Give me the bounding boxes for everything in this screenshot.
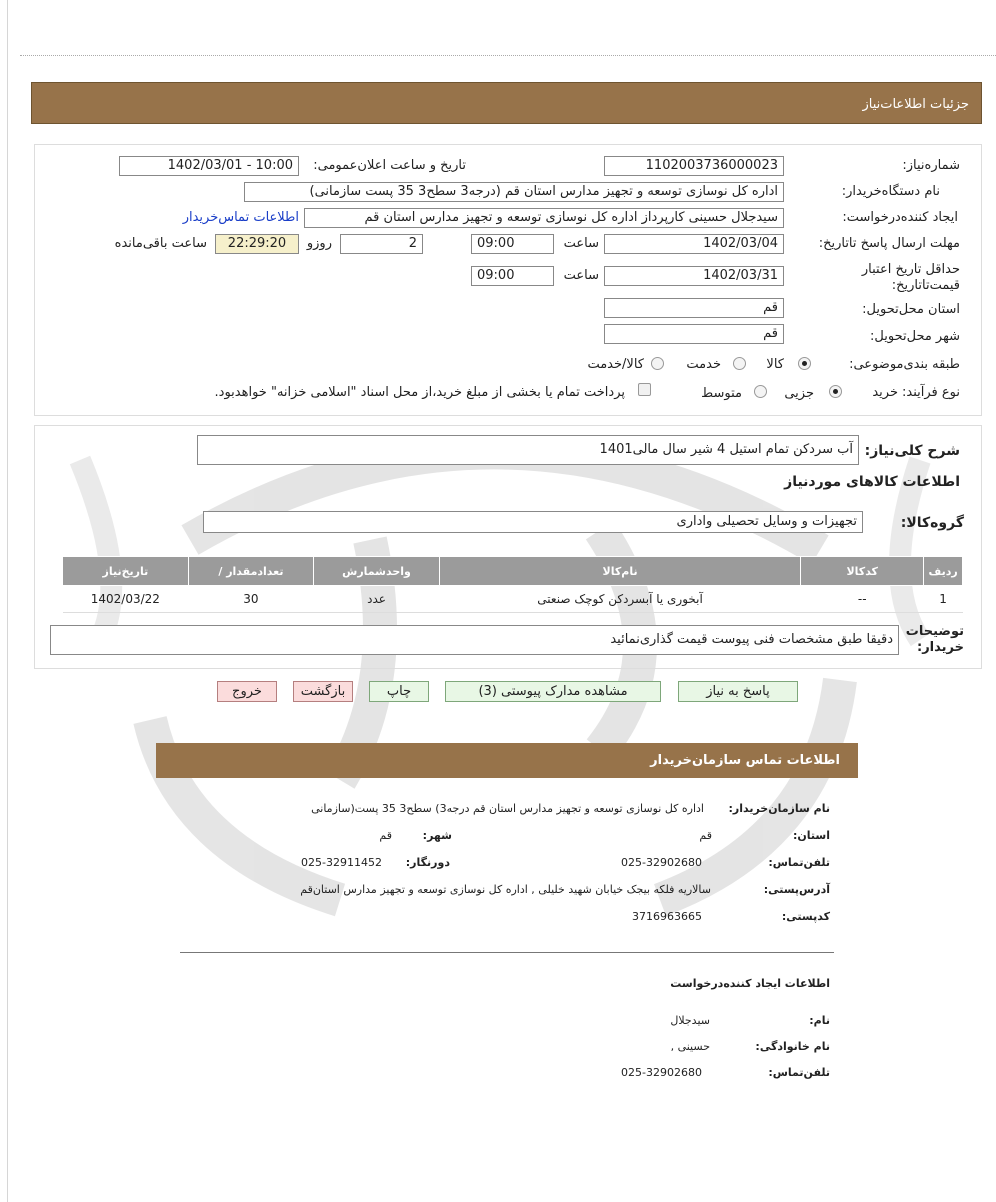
description-label: شرح کلی‌نیاز: [864,443,960,459]
buyer-contact-link[interactable]: اطلاعات تماس‌خریدار [182,210,299,225]
process-medium-label: متوسط [701,386,742,401]
fax-value: 025-32911452 [301,856,382,869]
cell-date: 1402/03/22 [63,586,189,613]
dotted-separator [20,55,996,56]
address-value: سالاریه فلکه بیجک خیابان شهید خلیلی , اداره کل نوسازی توسعه و تجهیز مدارس استان‌قم [300,883,711,896]
requester-name-label: نام: [809,1014,830,1027]
deadline-label: مهلت ارسال پاسخ تا‌تاریخ: [818,236,960,251]
treasury-payment-note: پرداخت تمام یا بخشی از مبلغ خرید،از محل اسناد "اسلامی خزانه" خواهد‌بود. [214,385,625,400]
view-docs-button[interactable]: مشاهده مدارک پیوستی (3) [445,681,661,702]
province-field: قم [604,298,784,318]
col-code-header: کدکالا [801,557,924,586]
cell-qty: 30 [188,586,313,613]
org-label: نام سازمان‌خریدار: [728,802,830,815]
process-minor-label: جزیی [784,386,814,401]
deadline-date-field: 1402/03/04 [604,234,784,254]
postal-code-label: کد‌پستی: [781,910,830,923]
back-button[interactable]: بازگشت [293,681,353,702]
category-label: طبقه بندی‌موضوعی: [849,357,960,372]
goods-group-label: گروه‌کالا: [900,515,964,531]
col-name-header: نام‌کالا [439,557,800,586]
contact-province-value: قم [699,829,712,842]
page-title: جزئیات اطلاعات‌نیاز [862,97,969,112]
days-field: 2 [340,234,423,254]
validity-label: حداقل تاریخ اعتبار قیمت‌تا‌تاریخ: [861,262,960,293]
description-field: آب سردکن تمام استیل 4 شیر سال مالی1401 [197,435,859,465]
org-value: اداره کل نوسازی توسعه و تجهیز مدارس استان قم درجه3) سطح3 35 پست(سازمانی [311,802,704,815]
validity-time-field: 09:00 [471,266,554,286]
requester-name-value: سیدجلال [670,1014,710,1027]
col-unit-header: واحدشمارش [314,557,440,586]
col-qty-header: تعدادمقدار / [188,557,313,586]
process-purchase-label: خرید [872,385,898,400]
postal-code-value: 3716963665 [632,910,702,923]
reply-button[interactable]: پاسخ به نیاز [678,681,798,702]
category-goods-label: کالا [766,357,784,372]
col-row-header: ردیف [924,557,963,586]
validity-time-label: ساعت [563,268,599,283]
print-button[interactable]: چاپ [369,681,429,702]
remaining-label: ساعت باقی‌مانده [114,236,207,251]
days-label: روزو [306,236,332,251]
category-both-radio[interactable] [651,357,664,370]
city-field: قم [604,324,784,344]
requester-family-value: حسینی , [670,1040,710,1053]
buyer-notes-field: دقیقا طبق مشخصات فنی پیوست قیمت گذاری‌نمائید [50,625,899,655]
requester-phone-label: تلفن‌تماس: [768,1066,830,1079]
cell-code: -- [801,586,924,613]
need-number-field: 1102003736000023 [604,156,784,176]
deadline-time-field: 09:00 [471,234,554,254]
city-label: شهر محل‌تحویل: [870,329,960,344]
col-date-header: تاریخ‌نیاز [63,557,189,586]
goods-group-field: تجهیزات و وسایل تحصیلی واداری [203,511,863,533]
fax-label: دورنگار: [405,856,450,869]
category-both-label: کالا/خدمت [587,357,644,372]
contact-province-label: استان: [793,829,830,842]
requester-family-label: نام خانوادگی: [755,1040,830,1053]
contact-title: اطلاعات تماس سازمان‌خریدار [650,753,840,768]
cell-unit: عدد [314,586,440,613]
category-service-label: خدمت [686,357,721,372]
validity-date-field: 1402/03/31 [604,266,784,286]
creator-label: ایجاد کننده‌درخواست: [842,210,958,225]
announce-date-field: 1402/03/01 - 10:00 [119,156,299,176]
treasury-payment-checkbox[interactable] [638,383,651,396]
contact-phone-label: تلفن‌تماس: [768,856,830,869]
buyer-notes-label: توضیحات خریدار: [905,624,964,655]
goods-table [62,556,963,613]
address-label: آدرس‌پستی: [763,883,830,896]
process-medium-radio[interactable] [754,385,767,398]
category-goods-radio[interactable] [798,357,811,370]
contact-city-label: شهر: [422,829,452,842]
category-service-radio[interactable] [733,357,746,370]
process-label: نوع فرآیند: [902,385,960,400]
contact-separator [180,952,834,953]
buyer-name-field: اداره کل نوسازی توسعه و تجهیز مدارس استان قم (درجه3 سطح3 35 پست سازمانی) [244,182,784,202]
left-border-line [7,0,8,1202]
contact-phone-value: 025-32902680 [621,856,702,869]
contact-header-bar [156,743,858,778]
requester-phone-value: 025-32902680 [621,1066,702,1079]
page-header-bar [31,82,982,124]
requester-title: اطلاعات ایجاد کننده‌درخواست [670,977,830,990]
deadline-time-label: ساعت [563,236,599,251]
process-minor-radio[interactable] [829,385,842,398]
creator-field: سیدجلال حسینی کارپرداز اداره کل نوسازی توسعه و تجهیز مدارس استان قم [304,208,784,228]
need-number-label: شماره‌نیاز: [902,158,960,173]
exit-button[interactable]: خروج [217,681,277,702]
cell-name: آبخوری یا آبسردکن کوچک صنعتی [439,586,800,613]
contact-city-value: قم [379,829,392,842]
buyer-name-label: نام دستگاه‌خریدار: [841,184,940,199]
cell-row: 1 [924,586,963,613]
table-row [63,586,963,613]
goods-section-title: اطلاعات کالاهای موردنیاز [784,474,960,490]
remaining-time-field: 22:29:20 [215,234,299,254]
province-label: استان محل‌تحویل: [862,302,960,317]
announce-date-label: تاریخ و ساعت اعلان‌عمومی: [313,158,466,173]
